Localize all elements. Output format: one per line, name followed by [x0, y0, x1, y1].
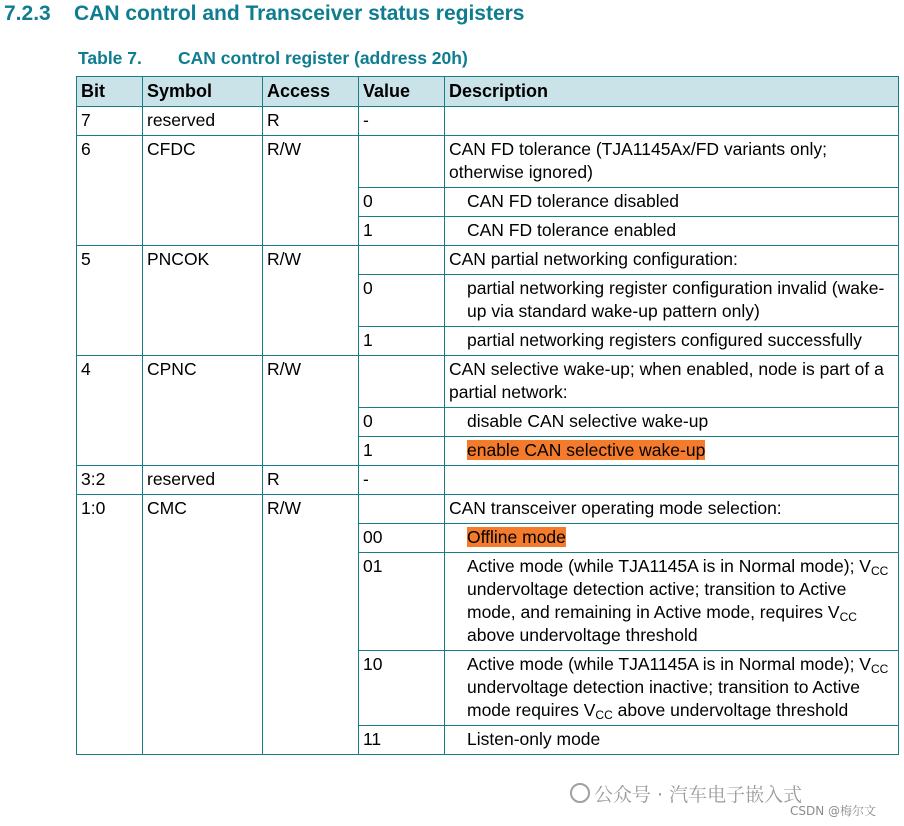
access-cell: R/W — [263, 246, 359, 356]
table-caption-text: CAN control register (address 20h) — [178, 48, 468, 68]
description-cell: CAN FD tolerance enabled — [445, 217, 899, 246]
access-cell: R — [263, 466, 359, 495]
desc-text: Active mode (while TJA1145A is in Normal mode); V — [467, 556, 871, 576]
subscript-cc: CC — [595, 708, 613, 722]
subscript-cc: CC — [870, 662, 889, 676]
bit-cell: 6 — [77, 136, 143, 246]
subscript-cc: CC — [870, 564, 889, 578]
description-cell: CAN selective wake-up; when enabled, node is part of a partial network: — [445, 356, 899, 408]
description-cell — [445, 107, 899, 136]
table-number: Table 7. — [78, 48, 142, 68]
bit-cell: 4 — [77, 356, 143, 466]
section-heading — [4, 2, 525, 26]
value-cell: 0 — [359, 275, 445, 327]
section-title: CAN control and Transceiver status registers — [74, 2, 525, 25]
register-table — [76, 76, 899, 755]
value-cell: 00 — [359, 524, 445, 553]
desc-text: undervoltage detection active; transition to Active mode, and remaining in Active mode, requires V — [467, 579, 847, 622]
symbol-cell: CPNC — [143, 356, 263, 466]
description-cell: CAN FD tolerance disabled — [445, 188, 899, 217]
table-row — [77, 495, 899, 524]
description-cell — [445, 553, 899, 651]
header-description: Description — [445, 77, 899, 107]
header-value: Value — [359, 77, 445, 107]
bit-cell: 1:0 — [77, 495, 143, 755]
bit-cell: 5 — [77, 246, 143, 356]
subscript-cc: CC — [839, 610, 857, 624]
value-cell: 1 — [359, 437, 445, 466]
value-cell — [359, 495, 445, 524]
symbol-cell: reserved — [143, 466, 263, 495]
watermark — [570, 780, 802, 807]
watermark-text: 公众号 · 汽车电子嵌入式 — [594, 784, 803, 806]
value-cell: 01 — [359, 553, 445, 651]
table-row — [77, 466, 899, 495]
table-row — [77, 246, 899, 275]
access-cell: R/W — [263, 356, 359, 466]
table-row — [77, 107, 899, 136]
description-cell: CAN partial networking configuration: — [445, 246, 899, 275]
description-cell: CAN FD tolerance (TJA1145Ax/FD variants only; otherwise ignored) — [445, 136, 899, 188]
symbol-cell: reserved — [143, 107, 263, 136]
desc-text: Active mode (while TJA1145A is in Normal mode); V — [467, 654, 871, 674]
table-header-row — [77, 77, 899, 107]
description-cell: partial networking registers configured successfully — [445, 327, 899, 356]
bit-cell: 7 — [77, 107, 143, 136]
bit-cell: 3:2 — [77, 466, 143, 495]
description-cell — [445, 651, 899, 726]
watermark-credit: CSDN @梅尔文 — [790, 804, 877, 818]
value-cell: 0 — [359, 408, 445, 437]
access-cell: R — [263, 107, 359, 136]
desc-text: undervoltage detection inactive; transition to Active mode requires V — [467, 677, 861, 720]
description-cell: Listen-only mode — [445, 726, 899, 755]
table-row — [77, 356, 899, 408]
value-cell: 1 — [359, 217, 445, 246]
value-cell — [359, 246, 445, 275]
description-cell: partial networking register configuration invalid (wake-up via standard wake-up pattern only) — [445, 275, 899, 327]
symbol-cell: CFDC — [143, 136, 263, 246]
value-cell: 10 — [359, 651, 445, 726]
value-cell: 11 — [359, 726, 445, 755]
value-cell — [359, 136, 445, 188]
description-cell — [445, 437, 899, 466]
value-cell: - — [359, 466, 445, 495]
symbol-cell: PNCOK — [143, 246, 263, 356]
highlighted-text: enable CAN selective wake-up — [467, 440, 706, 460]
description-cell — [445, 466, 899, 495]
section-number: 7.2.3 — [4, 2, 51, 25]
wechat-icon — [570, 783, 590, 803]
description-cell: CAN transceiver operating mode selection: — [445, 495, 899, 524]
header-access: Access — [263, 77, 359, 107]
highlighted-text: Offline mode — [467, 527, 566, 547]
desc-text: above undervoltage threshold — [467, 625, 698, 645]
header-bit: Bit — [77, 77, 143, 107]
value-cell: 1 — [359, 327, 445, 356]
value-cell — [359, 356, 445, 408]
table-row — [77, 136, 899, 188]
symbol-cell: CMC — [143, 495, 263, 755]
table-caption — [78, 48, 468, 69]
description-cell: disable CAN selective wake-up — [445, 408, 899, 437]
value-cell: 0 — [359, 188, 445, 217]
access-cell: R/W — [263, 495, 359, 755]
description-cell — [445, 524, 899, 553]
value-cell: - — [359, 107, 445, 136]
desc-text: above undervoltage threshold — [612, 700, 849, 720]
header-symbol: Symbol — [143, 77, 263, 107]
access-cell: R/W — [263, 136, 359, 246]
